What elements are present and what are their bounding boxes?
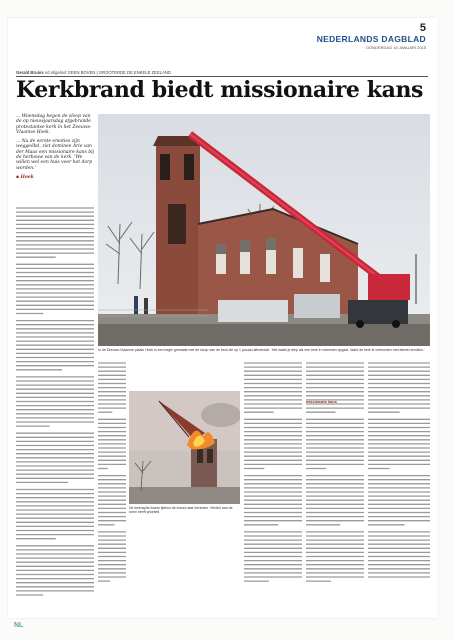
photo-caption-spire: De torenspits kwam tijdens de brand naar beneden. Verdiel aan de toren heeft prioriteit. <box>129 506 233 515</box>
body-text-lines <box>368 361 430 581</box>
body-column-3 <box>244 361 302 586</box>
body-column-4 <box>306 361 364 586</box>
edition-mark: NL <box>14 622 24 629</box>
intro-lead <box>16 114 94 180</box>
body-column-2 <box>98 361 126 586</box>
body-column-5 <box>368 361 430 581</box>
intro-paragraph-1: ... Woensdag begon de sloop van de op nieuwjaarsdag afgebrande protestantse kerk in het Zeeuws-Vlaamse Hoek. <box>16 114 92 135</box>
byline-rest: nd.nl/geloof GEEN BOVEN | GROOTERDE DE ENKELE ZEELAND <box>44 70 171 75</box>
newspaper-page <box>8 18 438 629</box>
subhead-hoek-text: Hoek <box>20 174 34 180</box>
church-demolition-photo <box>98 114 430 346</box>
subhead-hoek: ▪ Hoek <box>16 174 34 180</box>
dateline: DONDERDAG 15 JANUARI 2015 <box>366 45 426 50</box>
body-text-lines <box>16 206 94 601</box>
body-column-1 <box>16 206 94 601</box>
masthead: NEDERLANDS DAGBLAD <box>316 34 426 44</box>
subhead-missionaire: missionaire kans <box>306 400 337 404</box>
headline: Kerkbrand biedt missionaire kans <box>16 77 424 103</box>
body-text-lines <box>306 361 364 586</box>
intro-paragraph-2: ... Na de eerste emoties zijn weggeëbd, ziet dominee Arie van der Maas een missionaire kans bij de herbouw van de kerk. 'We willen wel een huis voor het dorp worden.' <box>16 139 94 171</box>
page-number: 5 <box>419 22 426 34</box>
photo-caption-main: In de Zeeuws-Vlaamse plaats Hoek is een begin gemaakt met de sloop van de kerk die op 1 januari afbrandde. 'Het laatst je diep als een kerk in vlammen opgaat. Want de kerk is verbonden met allerlei emoties.' <box>98 348 425 352</box>
byline-author: Gerald Bruins <box>16 70 44 75</box>
byline <box>16 70 171 75</box>
burning-spire-photo <box>129 391 240 504</box>
body-text-lines <box>244 361 302 586</box>
body-text-lines <box>98 361 126 586</box>
